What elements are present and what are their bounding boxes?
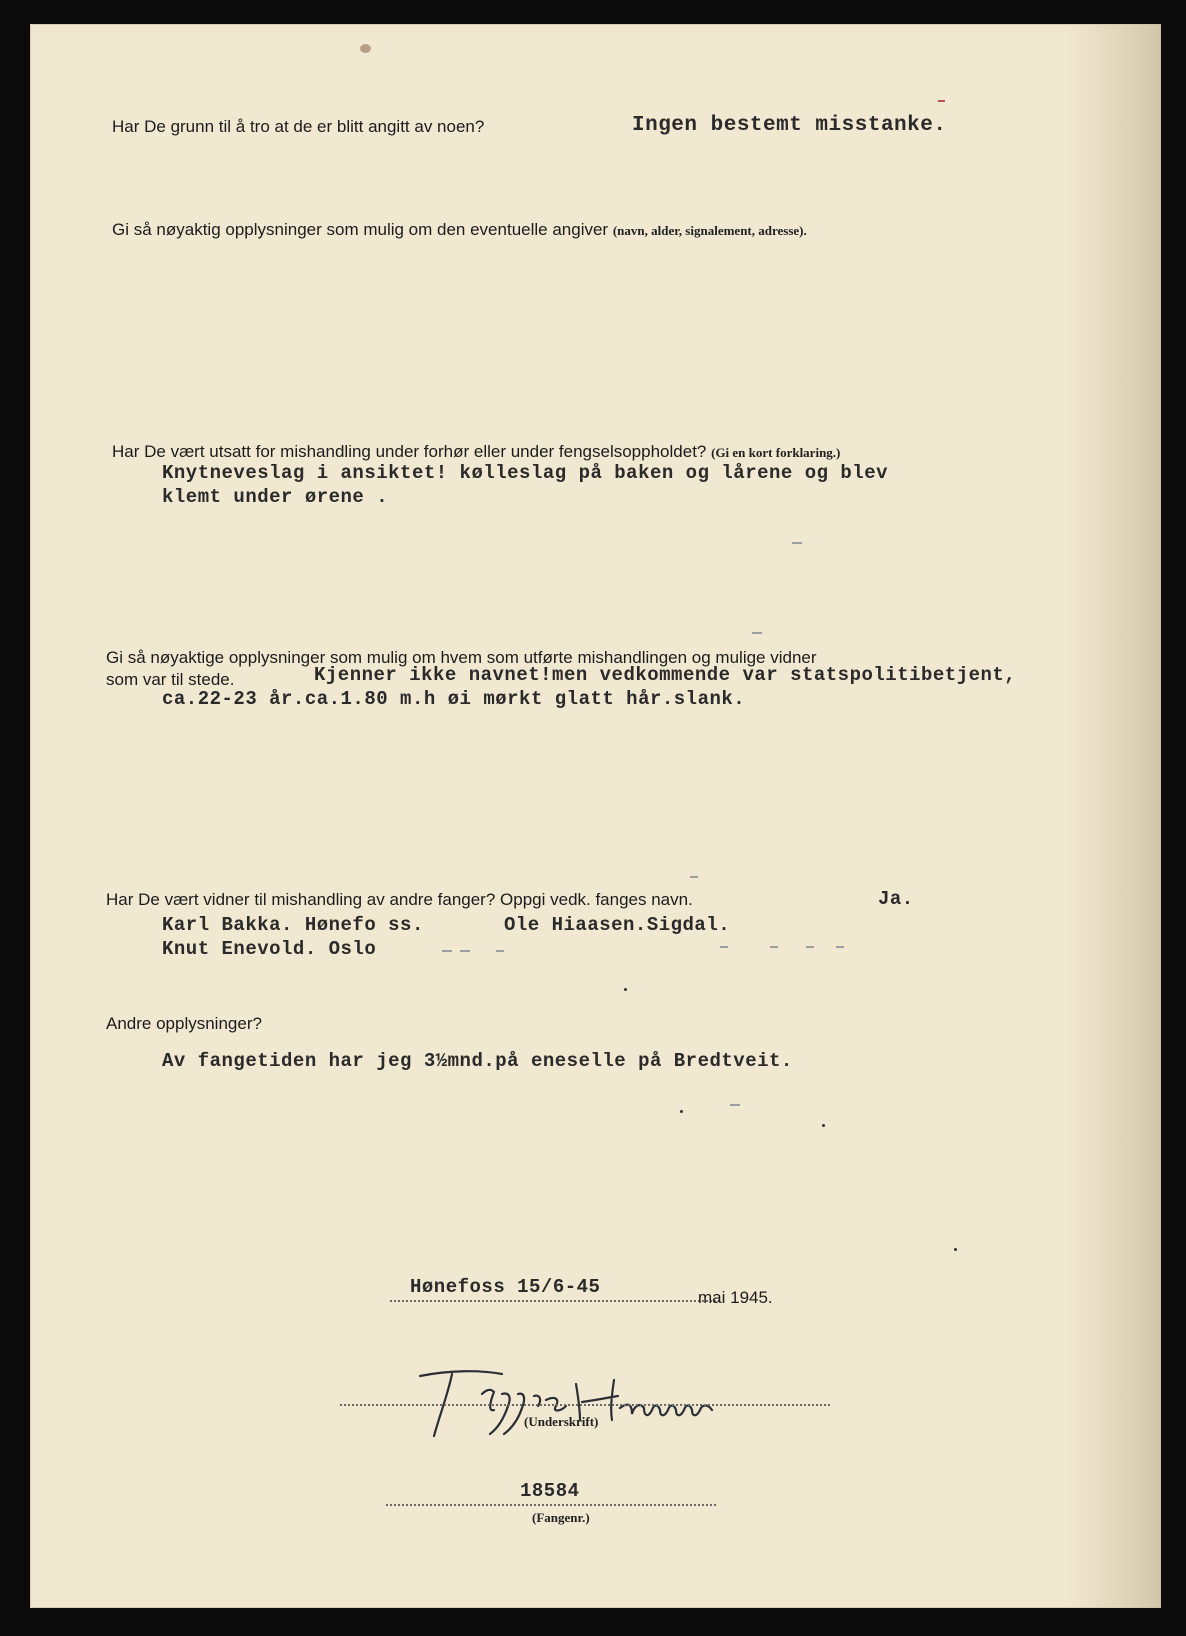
question-4-label-line-1: Gi så nøyaktige opplysninger som mulig om hvem som utførte mishandlingen og mulige vidner [106,648,817,667]
document-page [30,24,1161,1608]
question-1-label: Har De grunn til å tro at de er blitt angitt av noen? [112,117,485,136]
question-5-name-2: Ole Hiaasen.Sigdal. [504,914,731,936]
signature [390,1354,750,1444]
question-3-answer-line-2: klemt under ørene . [162,486,389,508]
prisoner-number: 18584 [520,1480,580,1502]
stray-mark [792,542,802,544]
prisoner-number-line [386,1504,716,1506]
question-4-answer-line-1: Kjenner ikke navnet!men vedkommende var statspolitibetjent, [314,664,1017,686]
stray-mark [720,946,728,948]
ink-dot [680,1110,683,1113]
place-date-line [390,1300,720,1302]
question-5-name-1: Karl Bakka. Hønefo ss. [162,914,424,936]
question-5-label: Har De vært vidner til mishandling av andre fanger? Oppgi vedk. fanges navn. [106,890,693,909]
stray-mark [752,632,762,634]
question-6-label: Andre opplysninger? [106,1014,262,1033]
question-3-answer-line-1: Knytneveslag i ansiktet! kølleslag på baken og lårene og blev [162,462,889,484]
question-3-text: Har De vært utsatt for mishandling under forhør eller under fengselsoppholdet? [112,442,707,461]
ink-dot [624,988,627,991]
stray-mark [806,946,814,948]
question-3-hint: (Gi en kort forklaring.) [711,445,841,460]
paper-stain [360,44,371,53]
question-6-answer: Av fangetiden har jeg 3½mnd.på eneselle på Bredtveit. [162,1050,793,1072]
stray-mark [690,876,698,878]
stray-mark [730,1104,740,1106]
question-3-label [112,442,840,462]
question-2-hint: (navn, alder, signalement, adresse). [612,223,807,238]
question-5-answer: Ja. [878,888,914,910]
stray-mark [496,950,504,952]
question-5-name-3: Knut Enevold. Oslo [162,938,377,960]
question-1-answer: Ingen bestemt misstanke. [632,114,947,137]
stray-mark [770,946,778,948]
printed-date: mai 1945. [698,1288,773,1307]
question-2-label [112,220,807,240]
signature-line [340,1404,830,1406]
place-date: Hønefoss 15/6-45 [410,1276,601,1298]
stray-mark [460,950,470,952]
prisoner-number-label: (Fangenr.) [532,1510,590,1525]
ink-dot [822,1124,825,1127]
stray-mark [442,950,452,952]
red-mark [938,100,945,102]
question-4-answer-line-2: ca.22-23 år.ca.1.80 m.h øi mørkt glatt hår.slank. [162,688,746,710]
stray-mark [836,946,844,948]
question-2-text: Gi så nøyaktig opplysninger som mulig om den eventuelle angiver [112,220,609,239]
question-4-label-line-2: som var til stede. [106,670,235,689]
ink-dot [954,1248,957,1251]
signature-label: (Underskrift) [524,1414,599,1429]
